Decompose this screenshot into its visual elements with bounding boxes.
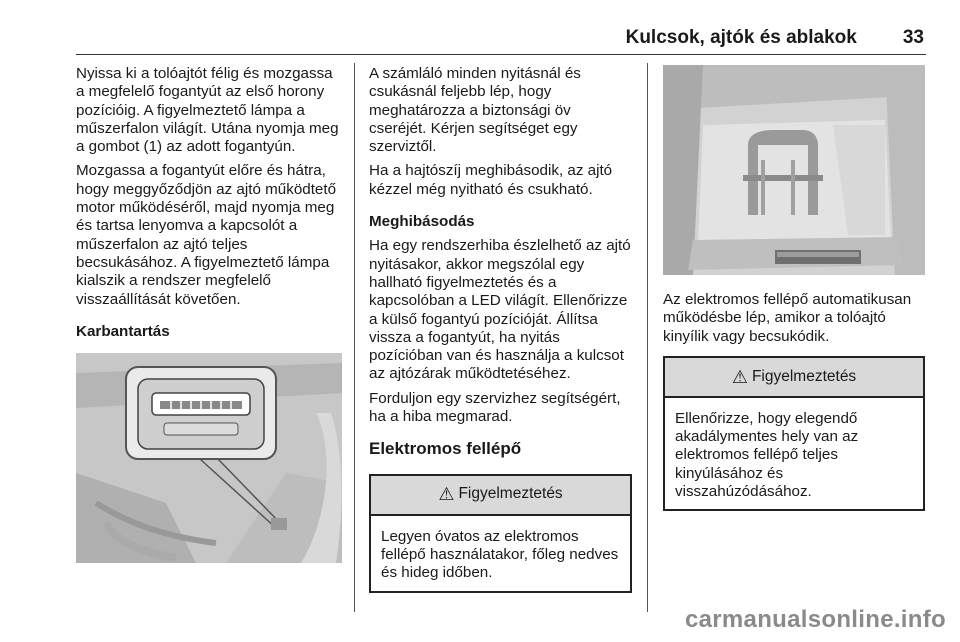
page-number: 33 bbox=[902, 27, 924, 48]
page-header-title: Kulcsok, ajtók és ablakok bbox=[625, 27, 857, 48]
column-divider-2 bbox=[647, 63, 648, 612]
electric-step-figure bbox=[663, 65, 925, 275]
header-rule bbox=[76, 54, 926, 55]
warning-box-1-header bbox=[371, 476, 630, 516]
warning-box-2-header bbox=[665, 358, 923, 398]
col3-caption: Az elektromos fellépő automatikusan működésbe lép, amikor a tolóajtó kinyílik vagy becsukódik. bbox=[663, 291, 912, 345]
col2-paragraph-2: Ha a hajtószíj meghibásodik, az ajtó kézzel még nyitható és csukható. bbox=[369, 162, 613, 198]
warning-triangle-icon: ⚠ bbox=[438, 484, 455, 505]
column-3 bbox=[663, 65, 925, 511]
warning-box-2 bbox=[663, 356, 925, 511]
column-divider-1 bbox=[354, 63, 355, 612]
column-2 bbox=[369, 65, 632, 593]
warning-box-2-title: Figyelmeztetés bbox=[751, 367, 857, 385]
warning-triangle-icon: ⚠ bbox=[731, 366, 748, 387]
col2-paragraph-1: A számláló minden nyitásnál és csukásnál feljebb lép, hogy meghatározza a biztonsági öv cseréjét. Kérjen segítséget egy szerviztől. bbox=[369, 65, 581, 156]
col1-paragraph-1: Nyissa ki a tolóajtót félig és mozgassa a megfelelő fogantyút az első horony pozícióig. A figyelmeztető lámpa a műszerfalon világít. Utána nyomja meg a gombot (1) az adott fogantyún. bbox=[76, 65, 339, 156]
section-title-electric-step: Elektromos fellépő bbox=[369, 439, 522, 459]
column-1 bbox=[76, 65, 342, 563]
warning-box-1-body: Legyen óvatos az elektromos fellépő használatakor, főleg nedves és hideg időben. bbox=[381, 527, 619, 582]
col1-subheading: Karbantartás bbox=[76, 322, 170, 340]
warning-box-1 bbox=[369, 474, 632, 593]
col2-subheading: Meghibásodás bbox=[369, 213, 475, 231]
maintenance-figure bbox=[76, 353, 342, 563]
page-header bbox=[76, 24, 924, 52]
col1-paragraph-2: Mozgassa a fogantyút előre és hátra, hogy meggyőződjön az ajtó működtető motor működéséről, majd nyomja meg és tartsa lenyomva a kapcsolót a műszerfalon az ajtó teljes becsukásához. A figyelmeztető lámpa kialszik a rendszer megfelelő visszaállítását követően. bbox=[76, 162, 337, 308]
col2-paragraph-3: Ha egy rendszerhiba észlelhető az ajtó nyitásakor, akkor megszólal egy hallható figyelmeztetés és a kapcsolóban a LED világít. Ellenőrizze a külső fogantyú pozícióját. Állítsa vissza a fogantyút, ha nyitás pozícióban van és használja a kulcsot az ajtózárak működtetéséhez. bbox=[369, 237, 631, 383]
warning-box-1-title: Figyelmeztetés bbox=[458, 485, 563, 503]
electric-step-illustration bbox=[663, 65, 925, 275]
watermark: carmanualsonline.info bbox=[684, 606, 946, 633]
warning-box-2-body: Ellenőrizze, hogy elegendő akadálymentes hely van az elektromos fellépő teljes kinyúlásához és visszahúzódásához. bbox=[675, 409, 859, 501]
handle-button-illustration bbox=[76, 353, 342, 563]
col2-paragraph-4: Forduljon egy szervizhez segítségért, ha a hiba megmarad. bbox=[369, 389, 621, 426]
